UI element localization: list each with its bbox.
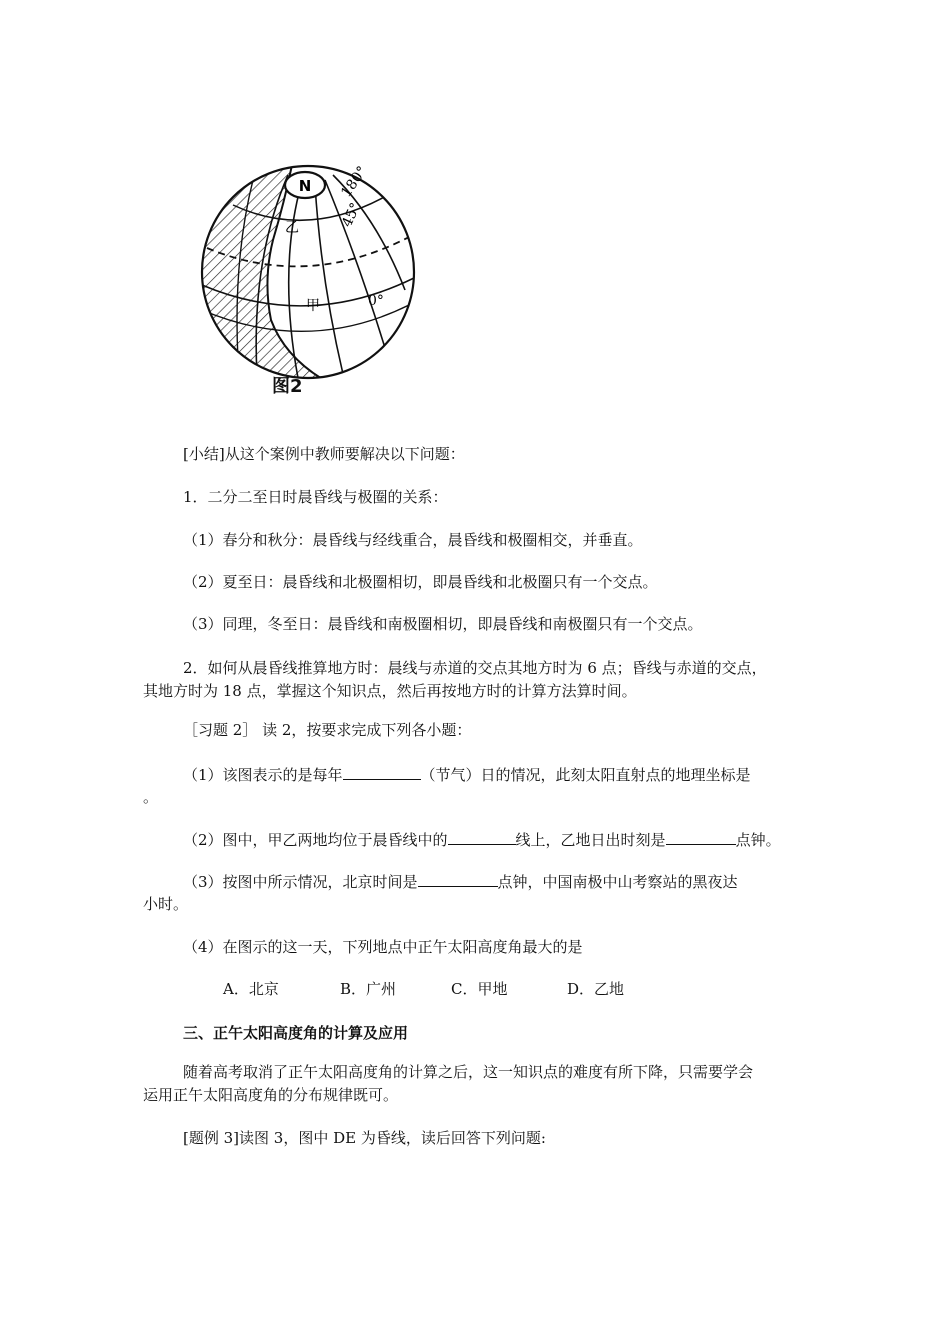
yi-label: 乙 xyxy=(285,220,299,236)
lon180-label: 180° xyxy=(338,163,371,201)
q1-text-b: （节气）日的情况，此刻太阳直射点的地理坐标是 xyxy=(420,766,751,784)
summary-point1-2: （2）夏至日：晨昏线和北极圈相切，即晨昏线和北极圈只有一个交点。 xyxy=(183,573,658,591)
q1-blank[interactable] xyxy=(343,763,421,780)
q3-text-b: 点钟，中国南极中山考察站的黑夜达 xyxy=(497,873,738,891)
question-4: （4）在图示的这一天，下列地点中正午太阳高度角最大的是 xyxy=(183,938,583,956)
option-a[interactable]: A．北京 xyxy=(223,980,279,998)
question-2 xyxy=(183,828,781,851)
q1-text-c: 。 xyxy=(143,788,159,806)
q2-text-a: （2）图中，甲乙两地均位于晨昏线中的 xyxy=(183,831,448,849)
summary-point1: 1．二分二至日时晨昏线与极圈的关系： xyxy=(183,488,448,506)
option-b[interactable]: B．广州 xyxy=(340,980,397,998)
section-3-para-line1: 随着高考取消了正午太阳高度角的计算之后，这一知识点的难度有所下降，只需要学会 xyxy=(183,1063,754,1081)
jia-label: 甲 xyxy=(306,298,320,314)
question-1 xyxy=(183,763,751,786)
q3-blank-1[interactable] xyxy=(418,870,498,887)
lat0-label: 0° xyxy=(368,293,384,309)
q3-text-a: （3）按图中所示情况，北京时间是 xyxy=(183,873,418,891)
globe-diagram xyxy=(193,160,423,390)
q2-blank-1[interactable] xyxy=(448,828,516,845)
q3-text-c: 小时。 xyxy=(143,895,189,913)
summary-intro: [小结]从这个案例中教师要解决以下问题： xyxy=(183,445,465,463)
q2-text-c: 点钟。 xyxy=(735,831,781,849)
q1-text-a: （1）该图表示的是每年 xyxy=(183,766,343,784)
figure-caption: 图2 xyxy=(272,376,303,397)
lon45-label: 45° xyxy=(339,200,365,230)
option-d[interactable]: D．乙地 xyxy=(567,980,625,998)
q2-blank-2[interactable] xyxy=(666,828,736,845)
globe-figure xyxy=(193,160,423,390)
summary-point1-1: （1）春分和秋分：晨昏线与经线重合，晨昏线和极圈相交，并垂直。 xyxy=(183,531,643,549)
summary-point1-3: （3）同理，冬至日：晨昏线和南极圈相切，即晨昏线和南极圈只有一个交点。 xyxy=(183,615,703,633)
option-c[interactable]: C．甲地 xyxy=(451,980,508,998)
example-3: [题例 3]读图 3，图中 DE 为昏线，读后回答下列问题: xyxy=(183,1129,546,1147)
section-3-title: 三、正午太阳高度角的计算及应用 xyxy=(183,1024,409,1042)
question-3 xyxy=(183,870,738,893)
section-3-para-line2: 运用正午太阳高度角的分布规律既可。 xyxy=(143,1086,399,1104)
north-label: N xyxy=(298,177,312,195)
q2-text-b: 线上，乙地日出时刻是 xyxy=(515,831,666,849)
exercise-intro: ［习题 2］ 读 2，按要求完成下列各小题： xyxy=(183,721,472,739)
summary-point2-line1: 2．如何从晨昏线推算地方时：晨线与赤道的交点其地方时为 6 点；昏线与赤道的交点， xyxy=(183,659,767,677)
summary-point2-line2: 其地方时为 18 点，掌握这个知识点，然后再按地方时的计算方法算时间。 xyxy=(143,682,637,700)
